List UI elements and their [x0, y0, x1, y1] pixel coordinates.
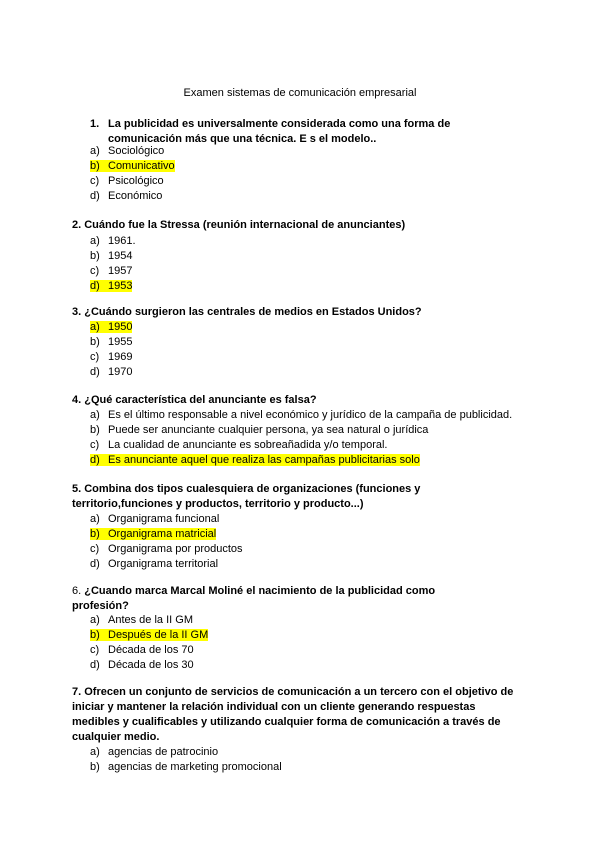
option-item: c) 1969: [90, 351, 133, 363]
options-list-6: [90, 613, 208, 673]
options-list-3: [90, 320, 132, 380]
option-text: Década de los 70: [108, 644, 194, 656]
option-item: d) Organigrama territorial: [90, 558, 219, 570]
option-text: 1955: [108, 336, 133, 348]
option-item: c) Década de los 70: [90, 644, 194, 656]
page-title: Examen sistemas de comunicación empresarial: [183, 87, 417, 99]
option-item: b) agencias de marketing promocional: [90, 761, 282, 773]
highlighted-answer: d) 1953: [90, 280, 133, 292]
question-number: 1.: [90, 118, 100, 130]
option-text: 1970: [108, 366, 133, 378]
option-text: La cualidad de anunciante es sobreañadida y/o temporal.: [108, 439, 388, 451]
question-text-line: iniciar y mantener la relación individual con un cliente generando respuestas: [72, 701, 476, 713]
option-text: agencias de marketing promocional: [108, 761, 282, 773]
option-text: 1961.: [108, 235, 136, 247]
option-item: [90, 453, 512, 468]
option-item: b) 1955: [90, 336, 133, 348]
question-text-line: 7. Ofrecen un conjunto de servicios de comunicación a un tercero con el objetivo de: [72, 686, 514, 698]
highlighted-answer: b) Organigrama matricial: [90, 528, 217, 540]
question-text-line: cualquier medio.: [72, 731, 160, 743]
options-list-5: [90, 512, 243, 572]
option-text: Económico: [108, 190, 163, 202]
question-text-line: ¿Cuando marca Marcal Moliné el nacimiento de la publicidad como: [84, 585, 436, 597]
option-item: a) Organigrama funcional: [90, 513, 220, 525]
question-text-line: 5. Combina dos tipos cualesquiera de organizaciones (funciones y: [72, 483, 421, 495]
option-text: Es anunciante aquel que realiza las campañas publicitarias solo: [108, 454, 420, 466]
question-text-line: profesión?: [72, 600, 129, 612]
option-item: c) 1957: [90, 265, 133, 277]
option-text: Antes de la II GM: [108, 614, 193, 626]
option-item: [90, 628, 208, 643]
option-item: a) Sociológico: [90, 145, 165, 157]
question-6: [72, 584, 435, 614]
option-text: 1954: [108, 250, 133, 262]
question-1: [90, 117, 450, 147]
option-item: [90, 159, 175, 174]
highlighted-answer: d) Es anunciante aquel que realiza las campañas publicitarias solo: [90, 454, 420, 466]
option-text: Psicológico: [108, 175, 164, 187]
option-item: a) 1961.: [90, 235, 136, 247]
question-number: 6.: [72, 585, 82, 597]
option-item: c) Psicológico: [90, 175, 164, 187]
option-text: Organigrama funcional: [108, 513, 220, 525]
option-item: d) Década de los 30: [90, 659, 194, 671]
option-text: 1957: [108, 265, 133, 277]
option-item: d) Económico: [90, 190, 163, 202]
option-text: agencias de patrocinio: [108, 746, 219, 758]
question-4: 4. ¿Qué característica del anunciante es falsa?: [72, 394, 317, 406]
options-list-4: [90, 408, 512, 468]
option-item: c) La cualidad de anunciante es sobreañadida y/o temporal.: [90, 439, 388, 451]
highlighted-answer: b) Comunicativo: [90, 160, 175, 172]
option-item: a) Antes de la II GM: [90, 614, 193, 626]
highlighted-answer: b) Después de la II GM: [90, 629, 209, 641]
option-item: b) 1954: [90, 250, 133, 262]
question-7: [72, 685, 513, 745]
options-list-2: [90, 234, 136, 294]
option-text: Organigrama por productos: [108, 543, 243, 555]
question-3: 3. ¿Cuándo surgieron las centrales de medios en Estados Unidos?: [72, 306, 422, 318]
highlighted-answer: a) 1950: [90, 321, 133, 333]
question-text-line: territorio,funciones y productos, territorio y producto...): [72, 498, 364, 510]
option-item: [90, 527, 243, 542]
option-item: c) Organigrama por productos: [90, 543, 243, 555]
question-5: [72, 482, 420, 512]
question-text-line: comunicación más que una técnica. E s el modelo..: [108, 133, 377, 145]
question-text-line: La publicidad es universalmente considerada como una forma de: [108, 118, 451, 130]
question-text-line: medibles y cualificables y utilizando cualquier forma de comunicación a través de: [72, 716, 501, 728]
option-item: [90, 320, 132, 335]
question-2: 2. Cuándo fue la Stressa (reunión internacional de anunciantes): [72, 219, 406, 231]
option-item: [90, 279, 136, 294]
option-text: 1953: [108, 280, 133, 292]
option-text: Organigrama matricial: [108, 528, 217, 540]
options-list-7: [90, 745, 282, 775]
option-item: a) Es el último responsable a nivel económico y jurídico de la campaña de publicidad.: [90, 409, 513, 421]
options-list-1: [90, 144, 175, 204]
option-text: Después de la II GM: [108, 629, 209, 641]
option-text: Es el último responsable a nivel económico y jurídico de la campaña de publicidad.: [108, 409, 513, 421]
option-text: 1950: [108, 321, 133, 333]
option-text: Organigrama territorial: [108, 558, 219, 570]
option-text: Sociológico: [108, 145, 165, 157]
option-item: d) 1970: [90, 366, 133, 378]
option-text: Década de los 30: [108, 659, 194, 671]
option-text: Comunicativo: [108, 160, 175, 172]
option-item: a) agencias de patrocinio: [90, 746, 219, 758]
option-text: 1969: [108, 351, 133, 363]
option-item: b) Puede ser anunciante cualquier persona, ya sea natural o jurídica: [90, 424, 429, 436]
option-text: Puede ser anunciante cualquier persona, ya sea natural o jurídica: [108, 424, 429, 436]
